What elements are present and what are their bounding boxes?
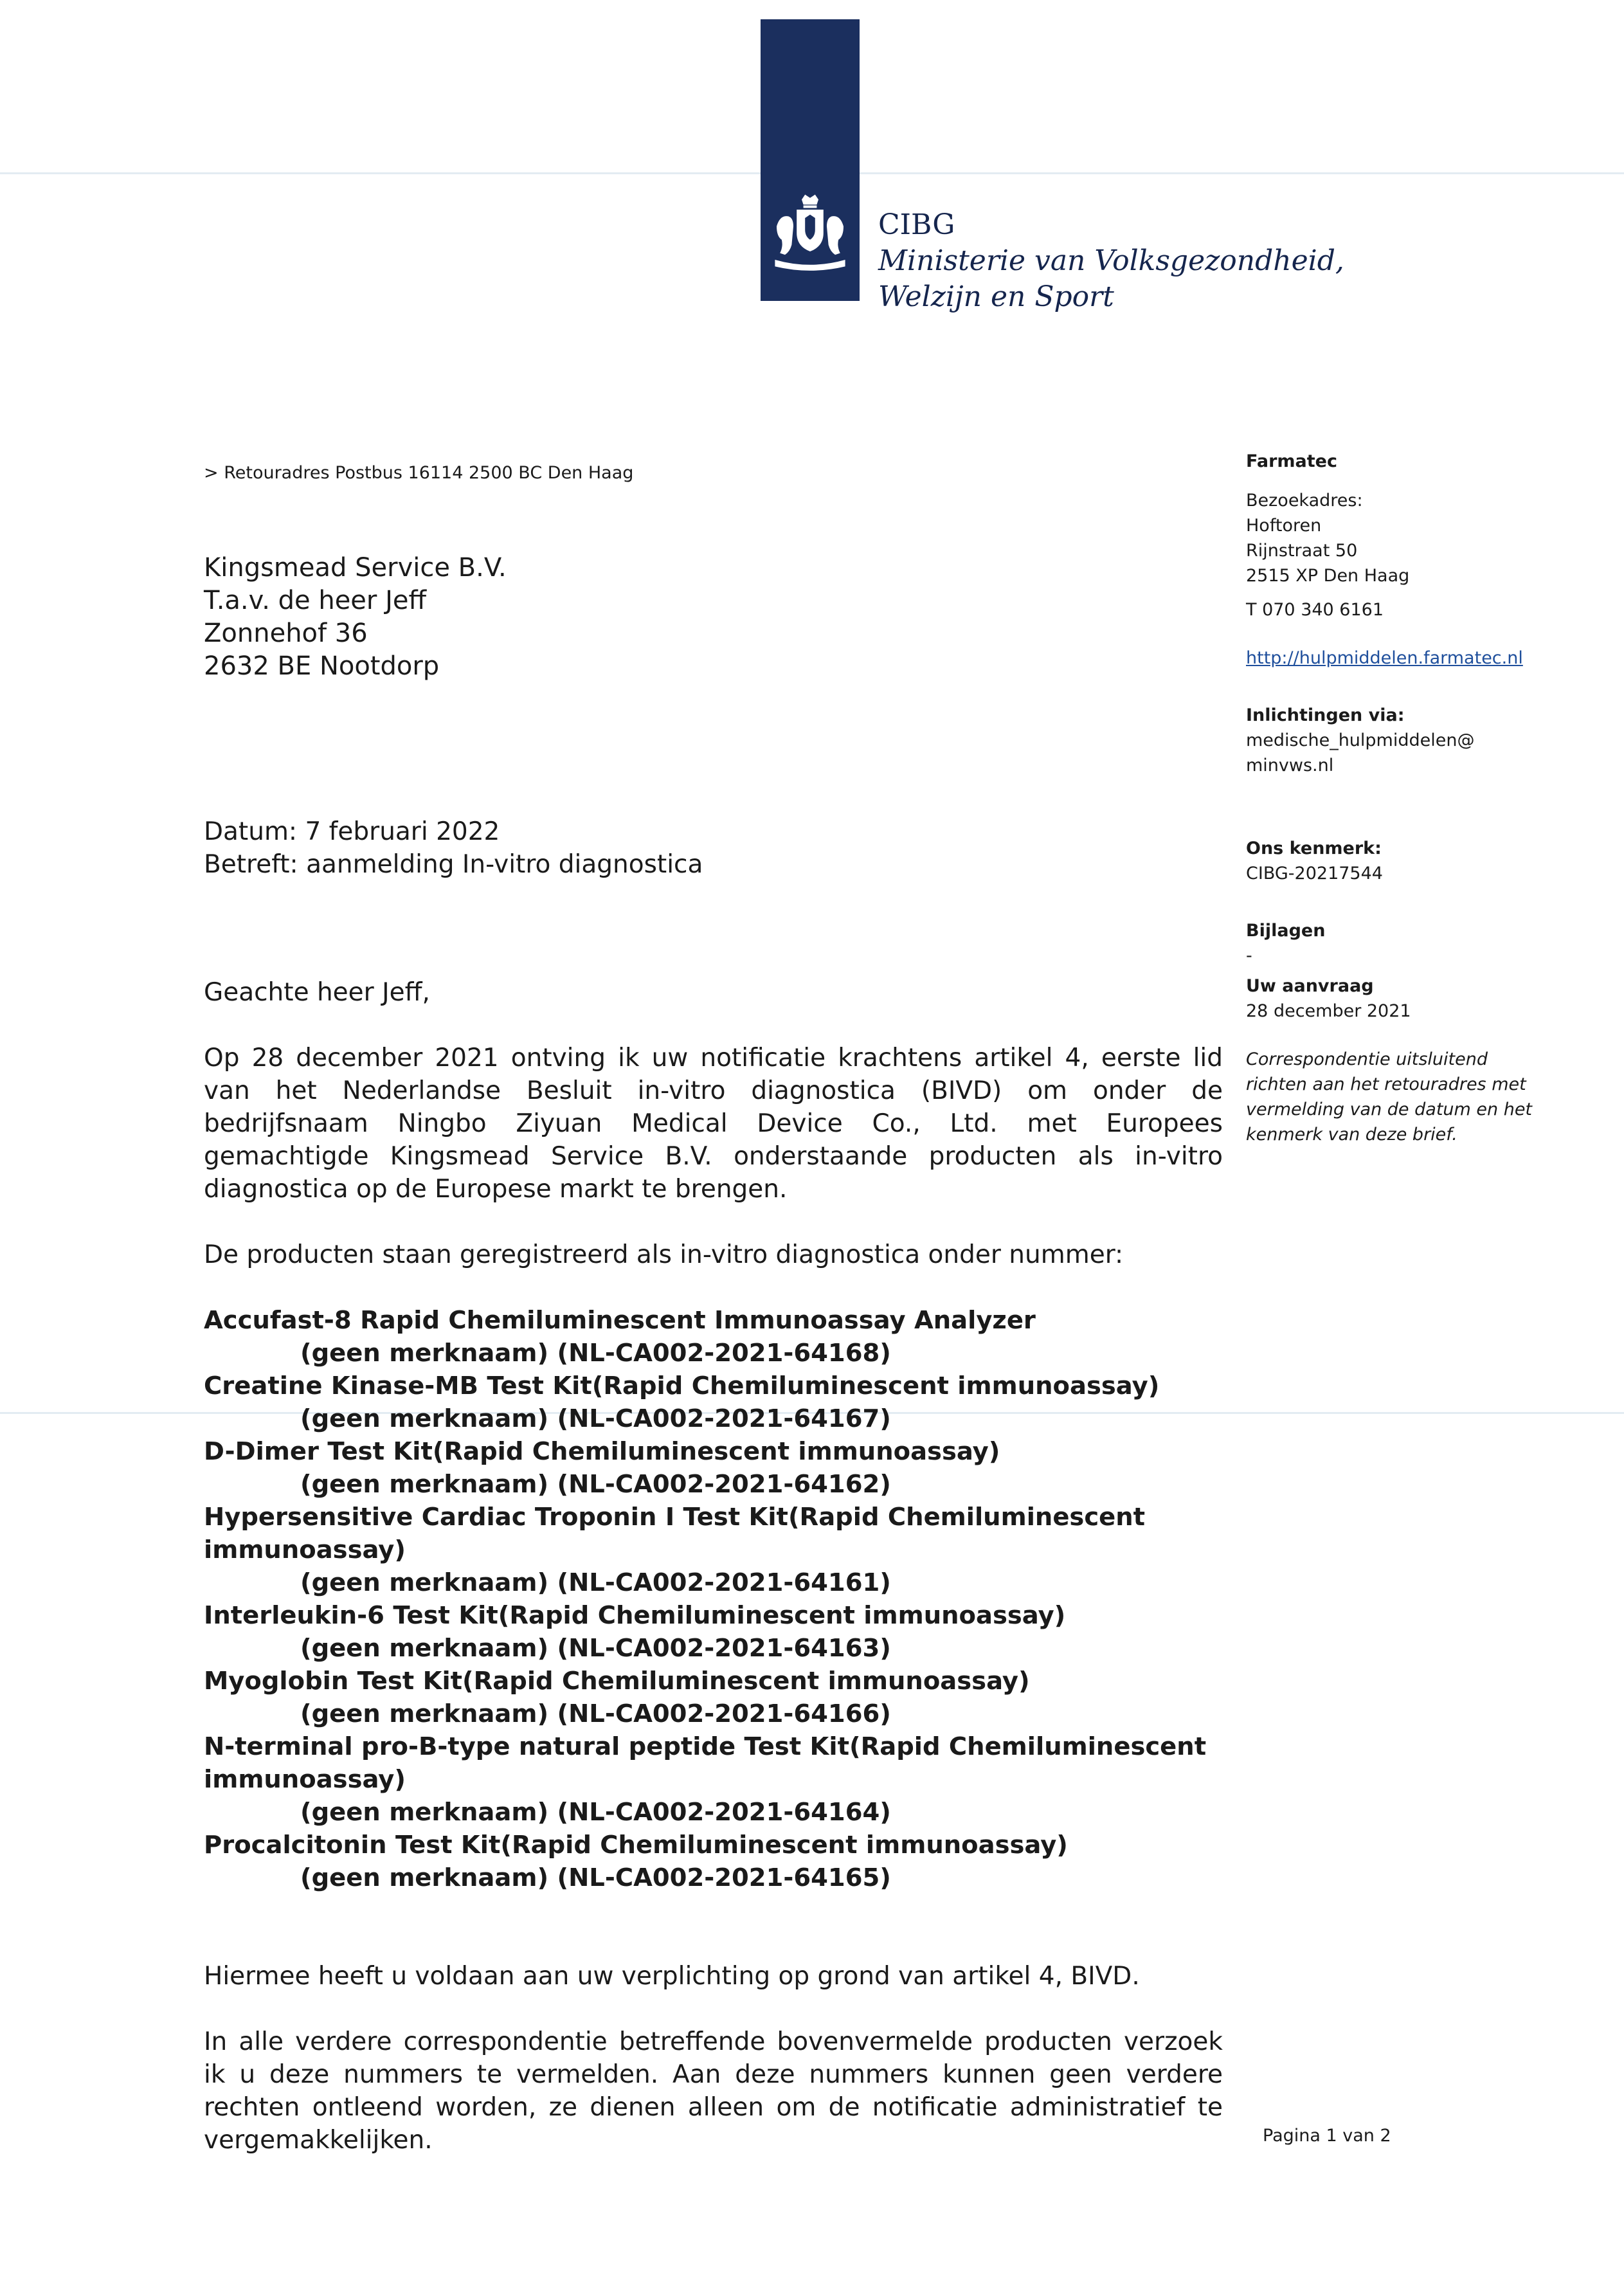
- product-name: Hypersensitive Cardiac Troponin I Test Kit(Rapid Chemiluminescent immunoassay): [204, 1503, 1146, 1564]
- product-name: Myoglobin Test Kit(Rapid Chemiluminescent immunoassay): [204, 1667, 1030, 1696]
- body-paragraph-4: In alle verdere correspondentie betreffende bovenvermelde producten verzoek ik u deze nummers te vermelden. Aan deze nummers kunnen geen verdere rechten ontleend worden, ze dienen alleen om de notificatie administratief te vergemakkelijken.: [204, 2027, 1223, 2155]
- recipient-city: 2632 BE Nootdorp: [204, 651, 440, 681]
- sidebar-reference-label: Ons kenmerk:: [1246, 838, 1382, 858]
- product-code: (geen merknaam) (NL-CA002-2021-64162): [300, 1470, 891, 1499]
- letter-body: [204, 976, 1223, 2157]
- recipient-address: [204, 552, 507, 683]
- sidebar-attachments-value: -: [1246, 946, 1252, 966]
- product-item: [204, 1304, 1223, 1370]
- product-name: D-Dimer Test Kit(Rapid Chemiluminescent immunoassay): [204, 1437, 1000, 1466]
- sidebar-website-link[interactable]: http://hulpmiddelen.farmatec.nl: [1246, 648, 1523, 668]
- body-paragraph-1: Op 28 december 2021 ontving ik uw notificatie krachtens artikel 4, eerste lid van het Nederlandse Besluit in-vitro diagnostica (BIVD) om onder de bedrijfsnaam Ningbo Ziyuan Medical Device Co., Ltd. met Europees gemachtigde Kingsmead Service B.V. onderstaande producten als in-vitro diagnostica op de Europese markt te brengen.: [204, 1044, 1223, 1204]
- product-item: [204, 1370, 1223, 1435]
- sidebar-request-label: Uw aanvraag: [1246, 976, 1374, 996]
- sidebar-request-value: 28 december 2021: [1246, 1001, 1411, 1021]
- product-item: [204, 1435, 1223, 1501]
- letter-subject: Betreft: aanmelding In-vitro diagnostica: [204, 850, 703, 879]
- body-paragraph-2: De producten staan geregistreerd als in-vitro diagnostica onder nummer:: [204, 1240, 1124, 1269]
- page-number: Pagina 1 van 2: [1263, 2126, 1391, 2146]
- product-item: [204, 1665, 1223, 1730]
- sidebar-info-email-1: medische_hulpmiddelen@: [1246, 730, 1475, 750]
- coat-of-arms-icon: [768, 193, 852, 276]
- product-code: (geen merknaam) (NL-CA002-2021-64168): [300, 1339, 891, 1368]
- logo-bar: [761, 19, 860, 301]
- sidebar-visit-street: Rijnstraat 50: [1246, 541, 1358, 561]
- sidebar-visit-city: 2515 XP Den Haag: [1246, 566, 1410, 586]
- product-list: [204, 1304, 1223, 1894]
- product-code: (geen merknaam) (NL-CA002-2021-64163): [300, 1634, 891, 1663]
- sender-sidebar: [1246, 449, 1548, 1147]
- sidebar-info-label: Inlichtingen via:: [1246, 705, 1405, 725]
- product-item: [204, 1501, 1223, 1599]
- recipient-attention: T.a.v. de heer Jeff: [204, 586, 427, 615]
- logo-org: CIBG: [878, 208, 955, 241]
- product-name: Procalcitonin Test Kit(Rapid Chemiluminescent immunoassay): [204, 1831, 1068, 1860]
- product-name: Creatine Kinase-MB Test Kit(Rapid Chemiluminescent immunoassay): [204, 1372, 1160, 1400]
- salutation: Geachte heer Jeff,: [204, 978, 430, 1007]
- return-address: > Retouradres Postbus 16114 2500 BC Den Haag: [204, 463, 634, 483]
- recipient-company: Kingsmead Service B.V.: [204, 553, 507, 583]
- letter-date: Datum: 7 februari 2022: [204, 817, 500, 846]
- sidebar-visit-label: Bezoekadres:: [1246, 491, 1363, 511]
- product-code: (geen merknaam) (NL-CA002-2021-64166): [300, 1699, 891, 1728]
- sidebar-visit-building: Hoftoren: [1246, 516, 1322, 536]
- product-item: [204, 1730, 1223, 1829]
- product-code: (geen merknaam) (NL-CA002-2021-64165): [300, 1863, 891, 1892]
- product-code: (geen merknaam) (NL-CA002-2021-64164): [300, 1798, 891, 1827]
- product-name: Interleukin-6 Test Kit(Rapid Chemiluminescent immunoassay): [204, 1601, 1066, 1630]
- sidebar-reference-value: CIBG-20217544: [1246, 864, 1383, 883]
- date-subject: [204, 815, 703, 881]
- sidebar-attachments-label: Bijlagen: [1246, 921, 1326, 941]
- logo-ministry-line2: Welzijn en Sport: [878, 280, 1114, 313]
- product-name: Accufast-8 Rapid Chemiluminescent Immunoassay Analyzer: [204, 1306, 1036, 1335]
- product-code: (geen merknaam) (NL-CA002-2021-64161): [300, 1568, 891, 1597]
- sidebar-department: Farmatec: [1246, 451, 1337, 471]
- product-item: [204, 1829, 1223, 1894]
- sidebar-note: Correspondentie uitsluitend richten aan het retouradres met vermelding van de datum en het kenmerk van deze brief.: [1246, 1049, 1533, 1145]
- sidebar-info-email-2: minvws.nl: [1246, 756, 1334, 775]
- product-code: (geen merknaam) (NL-CA002-2021-64167): [300, 1404, 891, 1433]
- recipient-street: Zonnehof 36: [204, 619, 368, 648]
- product-name: N-terminal pro-B-type natural peptide Test Kit(Rapid Chemiluminescent immunoassay): [204, 1732, 1207, 1794]
- sidebar-phone: T 070 340 6161: [1246, 600, 1384, 620]
- product-item: [204, 1599, 1223, 1665]
- logo-text: [878, 207, 1344, 315]
- logo-ministry-line1: Ministerie van Volksgezondheid,: [878, 244, 1344, 277]
- body-paragraph-3: Hiermee heeft u voldaan aan uw verplichting op grond van artikel 4, BIVD.: [204, 1962, 1140, 1991]
